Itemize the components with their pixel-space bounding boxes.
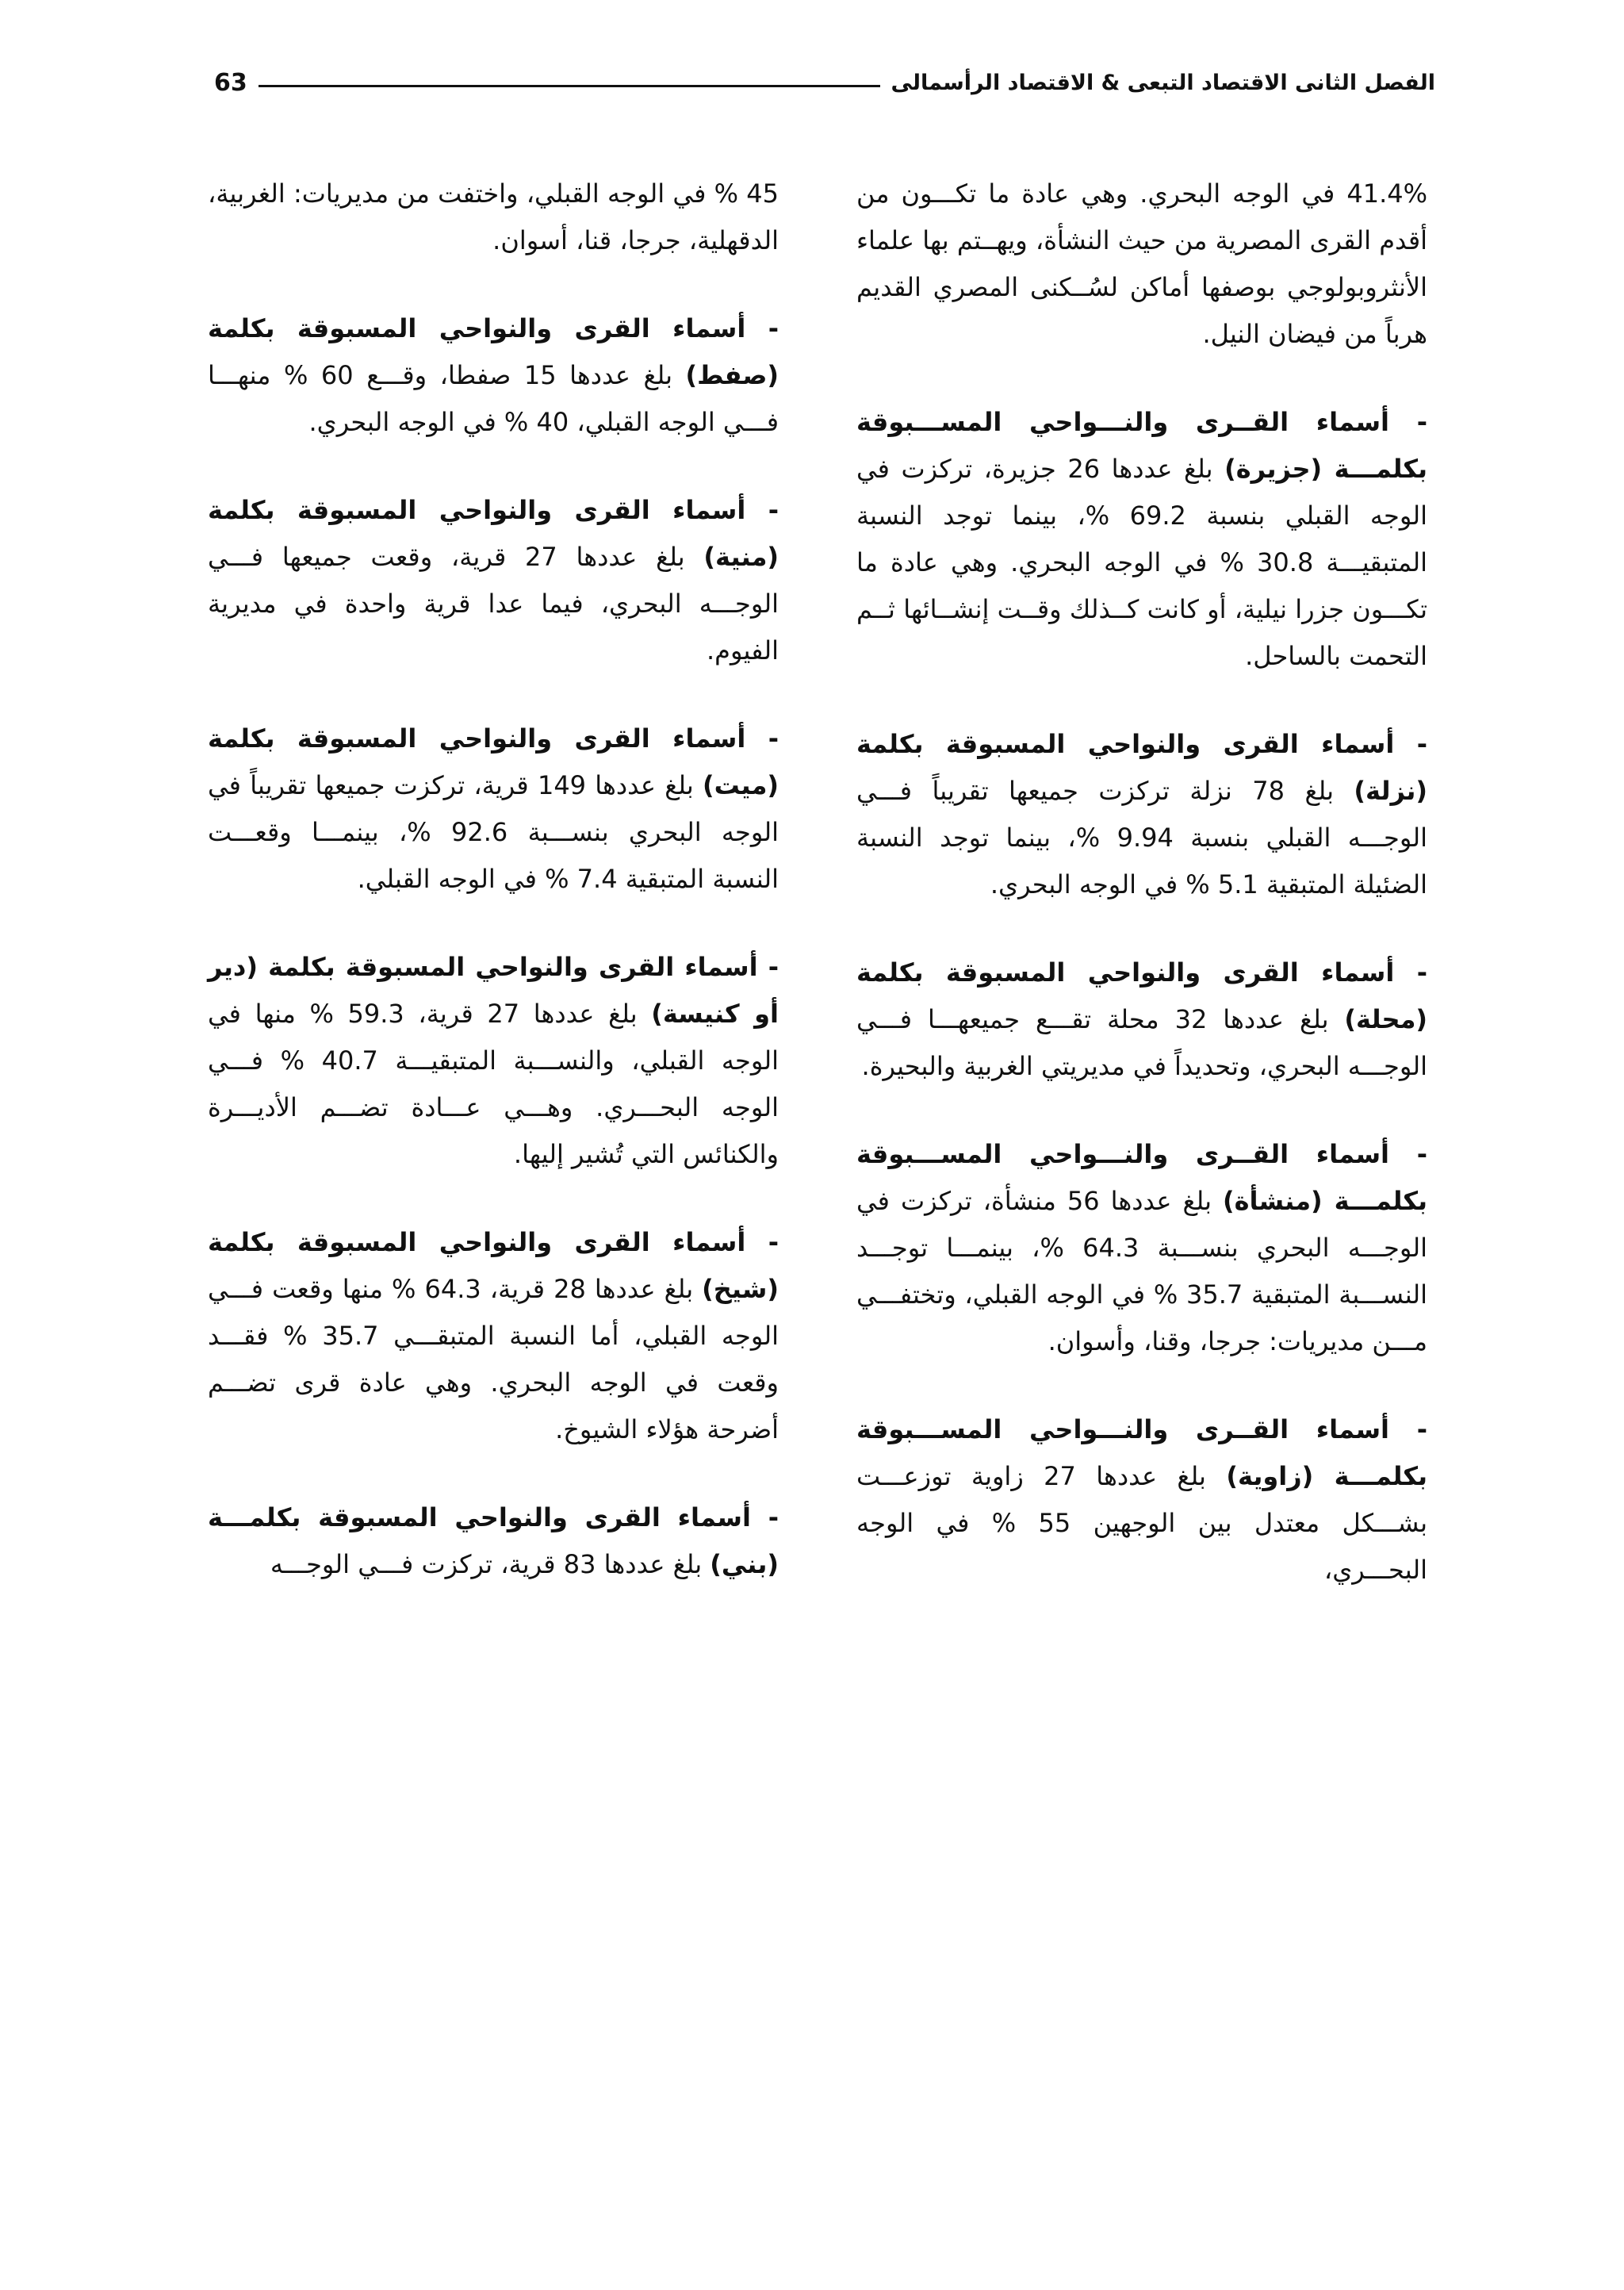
paragraph-heading: - أسماء القــرى والنـــواحي المســـبوقة بكلمـــة (جزيرة) [856, 407, 1428, 484]
chapter-title: الفصل الثانى الاقتصاد التبعى & الاقتصاد الرأسمالى [891, 70, 1435, 95]
paragraph-heading: - أسماء القــرى والنـــواحي المســـبوقة بكلمـــة (زاوية) [856, 1414, 1428, 1491]
paragraph-heading: - أسماء القرى والنواحي المسبوقة بكلمة (محلة) [856, 957, 1428, 1034]
paragraph: 41.4% في الوجه البحري. وهي عادة ما تكـــون من أقدم القرى المصرية من حيث النشأة، ويهــتم بها علماء الأنثروبولوجي بوصفها أماكن لسُــكنى المصري القديم هرباً من فيضان النيل. [856, 178, 1427, 349]
paragraph-heading: - أسماء القرى والنواحي المسبوقة بكلمة (دير أو كنيسة) [208, 952, 779, 1029]
paragraph-heading: - أسماء القرى والنواحي المسبوقة بكلمـــة (بني) [208, 1502, 779, 1579]
paragraph-heading: - أسماء القرى والنواحي المسبوقة بكلمة (ميت) [208, 723, 779, 800]
paragraph: - أسماء القرى والنواحي المسبوقة بكلمـــة (بني) بلغ عددها 83 قرية، تركزت فـــي الوجـــه [208, 1502, 779, 1579]
left-column [208, 171, 779, 1629]
paragraph: - أسماء القرى والنواحي المسبوقة بكلمة (نزلة) بلغ 78 نزلة تركزت جميعها تقريباً فـــي الوجـــه القبلي بنسبة 9.94 %، بينما توجد النسبة الضئيلة المتبقية 5.1 % في الوجه البحري. [856, 729, 1428, 900]
paragraph: 45 % في الوجه القبلي، واختفت من مديريات: الغربية، الدقهلية، جرجا، قنا، أسوان. [208, 178, 779, 255]
page-header [214, 59, 1435, 106]
right-column [856, 171, 1427, 1635]
paragraph-heading: - أسماء القرى والنواحي المسبوقة بكلمة (منية) [208, 495, 779, 572]
paragraph: - أسماء القرى والنواحي المسبوقة بكلمة (شيخ) بلغ عددها 28 قرية، 64.3 % منها وقعت فـــي الوجه القبلي، أما النسبة المتبقـــي 35.7 % فقـــد وقعت في الوجه البحري. وهي عادة قرى تضـــم أضرحة هؤلاء الشيوخ. [208, 1227, 779, 1444]
paragraph-heading: - أسماء القرى والنواحي المسبوقة بكلمة (صفط) [208, 313, 779, 390]
paragraph: - أسماء القــرى والنـــواحي المســـبوقة بكلمـــة (جزيرة) بلغ عددها 26 جزيرة، تركزت في الوجه القبلي بنسبة 69.2 %، بينما توجد النسبة المتبقيـــة 30.8 % في الوجه البحري. وهي عادة ما تكـــون جزرا نيلية، أو كانت كــذلك وقــت إنشــائها ثــم التحمت بالساحل. [856, 407, 1428, 671]
paragraph: - أسماء القرى والنواحي المسبوقة بكلمة (منية) بلغ عددها 27 قرية، وقعت جميعها فـــي الوجـــه البحري، فيما عدا قرية واحدة في مديرية الفيوم. [208, 495, 779, 666]
paragraph: - أسماء القــرى والنـــواحي المســـبوقة بكلمـــة (زاوية) بلغ عددها 27 زاوية توزعـــت بشـــكل معتدل بين الوجهين 55 % في الوجه البحـــري، [856, 1414, 1428, 1585]
header-rule [259, 85, 880, 87]
paragraph: - أسماء القرى والنواحي المسبوقة بكلمة (ميت) بلغ عددها 149 قرية، تركزت جميعها تقريباً في الوجه البحري بنســـبة 92.6 %، بينمـــا وقعـــت النسبة المتبقية 7.4 % في الوجه القبلي. [208, 723, 779, 894]
paragraph-heading: - أسماء القــرى والنـــواحي المســـبوقة بكلمـــة (منشأة) [856, 1139, 1427, 1216]
page-number: 63 [214, 68, 247, 97]
paragraph: - أسماء القرى والنواحي المسبوقة بكلمة (محلة) بلغ عددها 32 محلة تقـــع جميعهـــا فـــي الوجـــه البحري، وتحديداً في مديريتي الغربية والبحيرة. [856, 957, 1428, 1081]
paragraph-heading: - أسماء القرى والنواحي المسبوقة بكلمة (نزلة) [856, 729, 1428, 806]
paragraph: - أسماء القرى والنواحي المسبوقة بكلمة (دير أو كنيسة) بلغ عددها 27 قرية، 59.3 % منها في الوجه القبلي، والنســـبة المتبقيـــة 40.7 % فـــي الوجه البحـــري. وهـــي عـــادة تضـــم الأديـــرة والكنائس التي تُشير إليها. [208, 952, 779, 1169]
paragraph-heading: - أسماء القرى والنواحي المسبوقة بكلمة (شيخ) [208, 1227, 779, 1304]
paragraph: - أسماء القرى والنواحي المسبوقة بكلمة (صفط) بلغ عددها 15 صفطا، وقـــع 60 % منهـــا فـــي الوجه القبلي، 40 % في الوجه البحري. [208, 313, 779, 437]
paragraph: - أسماء القــرى والنـــواحي المســـبوقة بكلمـــة (منشأة) بلغ عددها 56 منشأة، تركزت في الوجـــه البحري بنســـبة 64.3 %، بينمـــا توجـــد النســـبة المتبقية 35.7 % في الوجه القبلي، وتختفـــي مـــن مديريات: جرجا، وقنا، وأسوان. [856, 1139, 1428, 1356]
